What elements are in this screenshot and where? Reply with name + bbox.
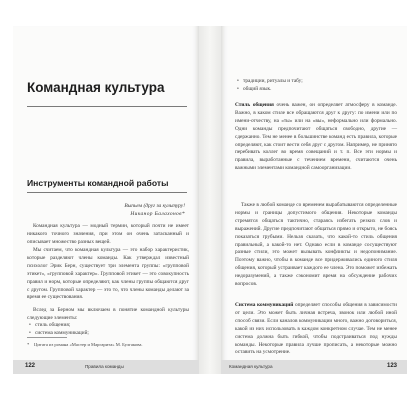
epigraph-author: Никанор Балахонов*: [130, 211, 185, 217]
section-title-rule: [27, 192, 187, 193]
list-item: • система коммуникаций;: [27, 330, 187, 338]
page-number: 123: [386, 363, 397, 369]
footnote-rule: [27, 337, 67, 338]
epigraph: [124, 202, 185, 218]
elements-list-continued: [235, 78, 395, 94]
footnote: [27, 342, 189, 348]
page-number: 122: [25, 363, 36, 369]
elements-list: [27, 322, 187, 338]
body-paragraph: Также в любой команде со временем вырабатываются определенные нормы и границы допустимого общения. Некоторые команды стремятся общаться тактично, стараясь избегать резких слов и выражений. Другие предпочитают общаться прямо и открыто, не боясь показаться грубыми. Нельзя сказать, что какой-то стиль общения правильный, а какой-то нет. Однако если в команде сосуществуют разные стили, это может вызывать конфликты и недопонимание. Поэтому важно, чтобы в команде все придерживались единого стиля общения, который устраивает каждого ее члена. Это поможет избежать недоразумений, а также сэкономит время на обсуждение рабочих вопросов.: [235, 202, 397, 288]
list-item: • традиции, ритуалы и табу;: [235, 78, 395, 86]
body-paragraph: Командная культура — модный термин, который почти не имеет никакого точного значения, при этом он очень затасканный и описывает множество разных вещей.: [27, 223, 189, 245]
epigraph-quote: Выпьем (друг за культуру!: [124, 203, 185, 209]
left-page: [13, 26, 199, 374]
footnote-text: Цитата из романа «Мастер и Маргарита» М. Булгакова.: [34, 342, 143, 347]
section-title: Инструменты командной работы: [27, 178, 169, 188]
body-paragraph: Стиль общения очень важен, он определяет атмосферу в команде. Важно, в каком стиле все обращаются друг к другу: по имени или по имени-отчеству, на «ты» или на «вы», неформально или формально. Одни команды предпочитают общаться свободно, другие — сдержанно. Тем не менее в большинстве команд есть правила, которые определяют, как стоит вести себя друг с другом. Например, не принято перебивать коллег во время совещаний и т. п. Все эти нормы и правила, выработанные с течением времени, считаются очень важными элементами командной самоорганизации.: [235, 102, 397, 172]
book-gutter: [199, 26, 221, 374]
list-item: • общий язык.: [235, 86, 395, 94]
chapter-title-rule: [27, 106, 187, 107]
term-heading: Система коммуникаций: [235, 302, 294, 308]
body-paragraph: Вслед за Берном мы включаем в понятие командной культуры следующие элементы:: [27, 307, 189, 321]
term-heading: Стиль общения: [235, 102, 274, 108]
running-head: Правила команды: [85, 364, 124, 369]
right-page: [221, 26, 407, 374]
chapter-title: Командная культура: [27, 80, 165, 95]
body-paragraph: Мы считаем, что командная культура — это набор характеристик, которые разделяют члены команды. Как утверждал известный психолог Эрик Берн, существует три элемента группы: «групповой этикет», «групповой характер». Групповой этикет — это совокупность правил и норм, которые определяют, как члены группы общаются друг с другом. Групповой характер — это то, что члены команды делают за время ее существования.: [27, 247, 189, 301]
list-item: • стиль общения;: [27, 322, 187, 330]
body-paragraph: Система коммуникаций определяет способы общения в зависимости от цели. Это может быть личная встреча, звонок или любой иной способ связи. Если каналов коммуникации много, важно договориться, какой из них использовать в каждом конкретном случае. Тем не менее система должна быть гибкой, чтобы подстраиваться под нужды команды. Некоторые правила лучше прописать, а некоторые можно оставить на усмотрение.: [235, 302, 397, 356]
footnote-mark: *: [27, 342, 30, 347]
running-head: Командная культура: [229, 364, 273, 369]
